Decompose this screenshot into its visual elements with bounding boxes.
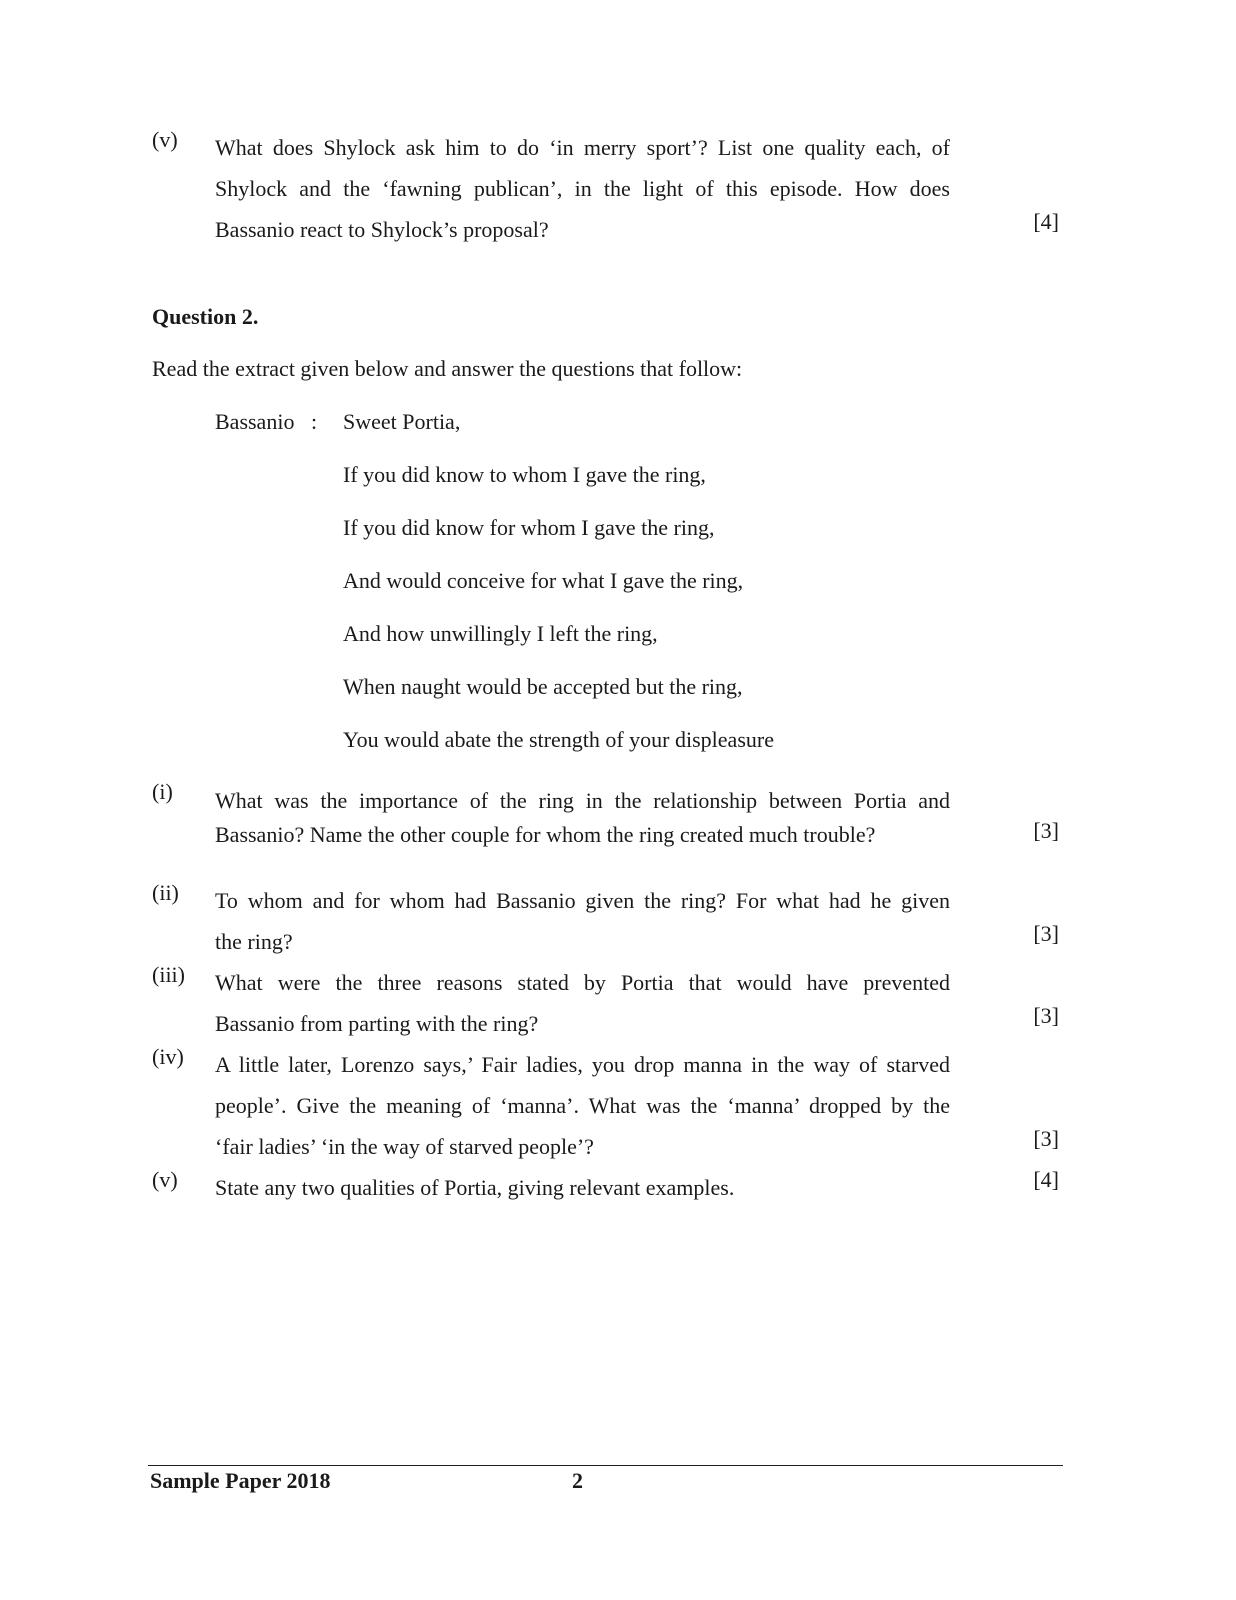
subquestion-number: (iii) [152,962,185,987]
prev-question-number: (v) [152,127,178,152]
extract-speaker: Bassanio [215,409,295,434]
subquestion-line: A little later, Lorenzo says,’ Fair ladies, you drop manna in the way of starved [215,1052,950,1077]
extract-line: Sweet Portia, [343,409,461,434]
extract-line: If you did know for whom I gave the ring, [343,515,715,540]
subquestion-marks: [3] [1033,1126,1059,1151]
subquestion-line: What was the importance of the ring in the relationship between Portia and [215,788,950,813]
subquestion-marks: [4] [1033,1167,1059,1192]
subquestion-text [215,1044,950,1167]
subquestion-number: (i) [152,779,173,804]
subquestion-line: people’. Give the meaning of ‘manna’. What was the ‘manna’ dropped by the [215,1093,950,1118]
subquestion-line: ‘fair ladies’ ‘in the way of starved people’? [215,1134,594,1159]
subquestion-marks: [3] [1033,921,1059,946]
subquestion-number: (v) [152,1167,178,1192]
subquestion-number: (ii) [152,880,179,905]
prev-question-line: What does Shylock ask him to do ‘in merry sport’? List one quality each, of [215,135,950,160]
extract-line: And would conceive for what I gave the ring, [343,568,744,593]
subquestion-line: Bassanio? Name the other couple for whom the ring created much trouble? [215,822,876,847]
subquestion-line: What were the three reasons stated by Portia that would have prevented [215,970,950,995]
subquestion-line: the ring? [215,929,293,954]
extract-line: If you did know to whom I gave the ring, [343,462,706,487]
prev-question-line: Shylock and the ‘fawning publican’, in the light of this episode. How does [215,176,950,201]
subquestion-marks: [3] [1033,1003,1059,1028]
subquestion-text [215,880,950,962]
prev-question-text [215,127,950,250]
prev-question-line: Bassanio react to Shylock’s proposal? [215,217,549,242]
subquestion-text [215,784,950,852]
subquestion-line: Bassanio from parting with the ring? [215,1011,539,1036]
question-instruction: Read the extract given below and answer the questions that follow: [152,356,743,381]
page-number: 2 [572,1468,583,1493]
footer-divider [148,1465,1063,1466]
extract-line: And how unwillingly I left the ring, [343,621,658,646]
subquestion-line: State any two qualities of Portia, giving relevant examples. [215,1175,735,1200]
subquestion-text [215,1167,950,1208]
footer-title: Sample Paper 2018 [150,1468,331,1493]
extract-line: You would abate the strength of your displeasure [343,727,774,752]
subquestion-number: (iv) [152,1044,184,1069]
subquestion-line: To whom and for whom had Bassanio given the ring? For what had he given [215,888,950,913]
subquestion-marks: [3] [1033,818,1059,843]
subquestion-text [215,962,950,1044]
extract-line: When naught would be accepted but the ring, [343,674,743,699]
question-heading: Question 2. [152,304,259,329]
prev-question-marks: [4] [1033,209,1059,234]
extract-speaker-separator: : [311,409,318,434]
